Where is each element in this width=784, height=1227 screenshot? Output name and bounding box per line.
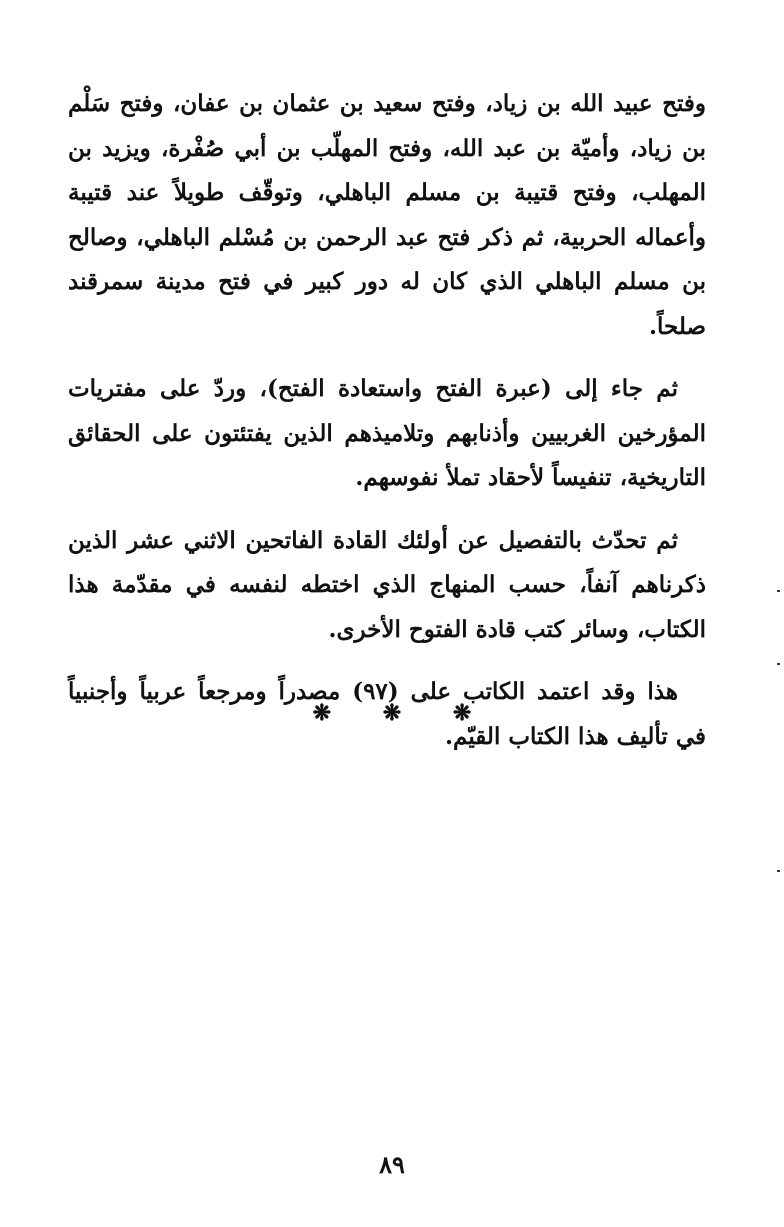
- body-text: [68, 82, 706, 777]
- paragraph-4: هذا وقد اعتمد الكاتب على (٩٧) مصدراً ومرجعاً عربياً وأجنبياً في تأليف هذا الكتاب القيّم.: [68, 678, 706, 750]
- edge-mark: [777, 870, 780, 872]
- paragraph-1: وفتح عبيد الله بن زياد، وفتح سعيد بن عثمان بن عفان، وفتح سَلْم بن زياد، وأميّة بن عبد الله، وفتح المهلّب بن أبي صُفْرة، ويزيد بن المهلب، وفتح قتيبة بن مسلم الباهلي، وتوقّف طويلاً عند قتيبة وأعماله الحربية، ثم ذكر فتح عبد الرحمن بن مُسْلم الباهلي، وصالح بن مسلم الباهلي الذي كان له دور كبير في فتح مدينة سمرقند صلحاً.: [68, 90, 706, 340]
- section-separator: [0, 700, 784, 726]
- paragraph-2: ثم جاء إلى (عبرة الفتح واستعادة الفتح)، وردّ على مفتريات المؤرخين الغربيين وأذنابهم وتلاميذهم الذين يفتئتون على الحقائق التاريخية، تنفيساً لأحقاد تملأ نفوسهم.: [68, 375, 706, 491]
- asterisk-icon: ❋: [382, 700, 402, 726]
- edge-mark: [777, 663, 780, 665]
- paragraph-3: ثم تحدّث بالتفصيل عن أولئك القادة الفاتحين الاثني عشر الذين ذكرناهم آنفاً، حسب المنهاج الذي اختطه لنفسه في مقدّمة هذا الكتاب، وسائر كتب قادة الفتوح الأخرى.: [68, 526, 706, 643]
- asterisk-icon: ❋: [452, 700, 472, 726]
- page-number: ٨٩: [379, 1150, 405, 1179]
- asterisk-icon: ❋: [312, 700, 332, 726]
- edge-mark: [777, 590, 780, 592]
